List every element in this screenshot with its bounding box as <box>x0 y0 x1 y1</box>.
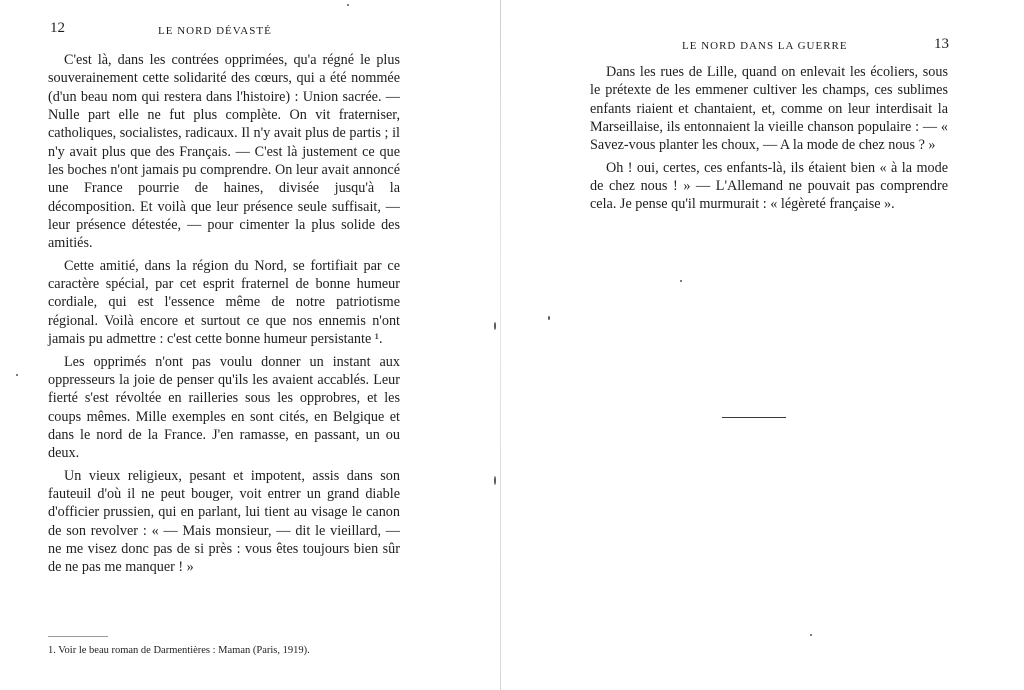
paragraph: Dans les rues de Lille, quand on enlevait les écoliers, sous le prétexte de les emmener cultiver les champs, ces sublimes enfants riaient et chantaient, et, comme on leur interdisait la Marseillaise, ils entonnaient la vieille chanson populaire : — « Savez-vous planter les choux, — A la mode de chez nous ? » <box>590 64 948 154</box>
paragraph: Oh ! oui, certes, ces enfants-là, ils étaient bien « à la mode de chez nous ! » — L'Allemand ne pouvait pas comprendre cela. Je pense qu'il murmurait : « légèreté française ». <box>590 159 948 213</box>
page-number: 13 <box>934 36 949 52</box>
running-header: LE NORD DÉVASTÉ <box>158 25 272 37</box>
end-of-chapter-rule <box>722 417 786 418</box>
body-text <box>48 51 400 581</box>
page-gutter <box>500 0 501 690</box>
print-speck <box>347 4 349 6</box>
footnote-rule <box>48 636 108 637</box>
paragraph: Les opprimés n'ont pas voulu donner un instant aux oppresseurs la joie de penser qu'ils les avaient accablés. Leur fierté s'est révoltée en railleries sous les opprobres, et les coups mêmes. Mille exemples en sont cités, en Belgique et dans le nord de la France. J'en ramasse, en passant, un ou deux. <box>48 353 400 462</box>
right-page <box>502 0 1024 690</box>
left-page <box>0 0 500 690</box>
page-number: 12 <box>50 20 65 36</box>
running-header: LE NORD DANS LA GUERRE <box>682 40 848 52</box>
footnote: 1. Voir le beau roman de Darmentières : Maman (Paris, 1919). <box>48 645 310 656</box>
print-speck <box>494 476 496 485</box>
paragraph: C'est là, dans les contrées opprimées, qu'a régné le plus souverainement cette solidarité des cœurs, qui a été nommée (d'un beau nom qui restera dans l'histoire) : Union sacrée. — Nulle part elle ne fut plus complète. On vit fraterniser, catholiques, socialistes, radicaux. Il n'y avait plus de partis ; il n'y avait plus que des Français. — C'est là justement ce que les boches n'ont jamais pu comprendre. On leur avait annoncé une France pourrie de haines, divisée jusqu'à la décomposition. Et voilà que leur présence seule suffisait, — leur présence détestée, — pour cimenter la plus solide des amitiés. <box>48 52 400 252</box>
print-speck <box>810 634 812 636</box>
print-speck <box>494 322 496 330</box>
body-text <box>590 63 948 218</box>
paragraph: Cette amitié, dans la région du Nord, se fortifiait par ce caractère spécial, par cet esprit fraternel de bonne humeur cordiale, qui est l'essence même de notre patriotisme régional. Voilà encore et surtout ce que nos ennemis n'ont jamais pu admettre : c'est cette bonne humeur persistante ¹. <box>48 257 400 348</box>
paragraph: Un vieux religieux, pesant et impotent, assis dans son fauteuil d'où il ne peut bouger, voit entrer un grand diable d'officier prussien, qui en parlant, lui tient au visage le canon de son revolver : « — Mais monsieur, — dit le vieillard, — ne me visez donc pas de si près : vous êtes toujours bien sûr de ne pas me manquer ! » <box>48 467 400 576</box>
print-speck <box>548 316 550 320</box>
print-speck <box>16 374 18 376</box>
print-speck <box>680 280 682 282</box>
